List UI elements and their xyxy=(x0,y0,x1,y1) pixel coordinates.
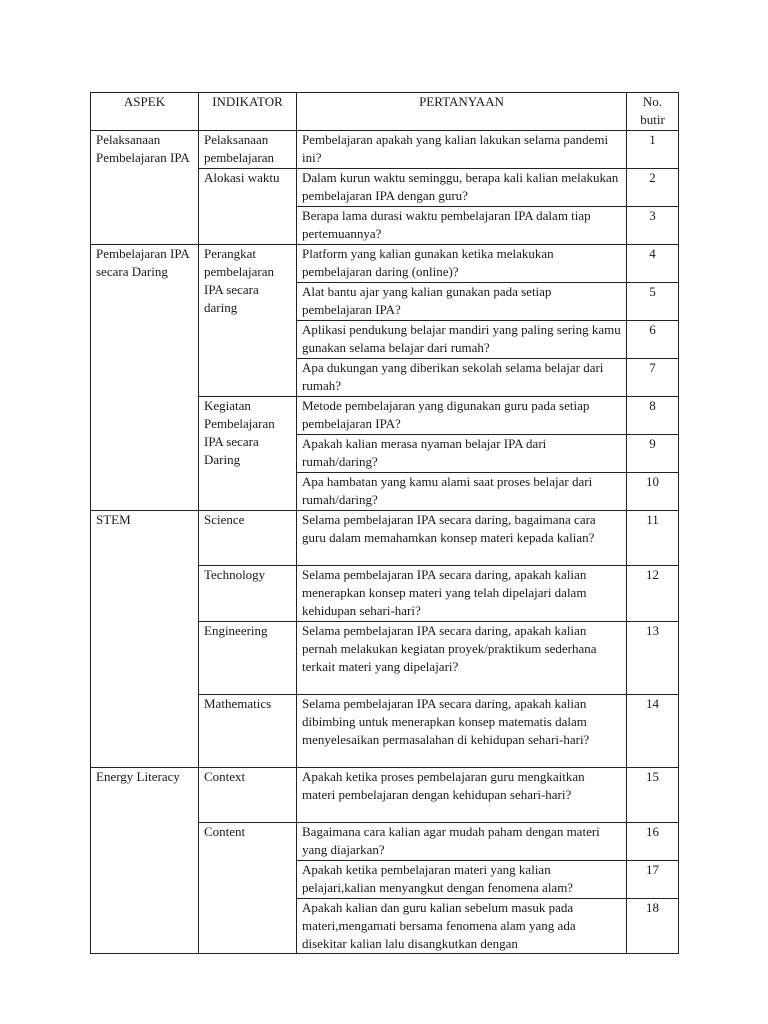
header-pertanyaan: PERTANYAAN xyxy=(297,93,627,131)
table-row xyxy=(91,245,679,283)
pertanyaan-cell: Apakah ketika proses pembelajaran guru mengkaitkan materi pembelajaran dengan kehidupan sehari-hari? xyxy=(297,768,627,823)
no-butir-cell: 2 xyxy=(627,169,679,207)
pertanyaan-cell: Selama pembelajaran IPA secara daring, apakah kalian dibimbing untuk menerapkan konsep matematis dalam menyelesaikan permasalahan di kehidupan sehari-hari? xyxy=(297,695,627,768)
pertanyaan-cell: Apakah ketika pembelajaran materi yang kalian pelajari,kalian menyangkut dengan fenomena alam? xyxy=(297,861,627,899)
questionnaire-grid-table xyxy=(90,92,679,954)
pertanyaan-cell: Selama pembelajaran IPA secara daring, apakah kalian menerapkan konsep materi yang telah dipelajari dalam kehidupan sehari-hari? xyxy=(297,566,627,622)
table-row xyxy=(91,131,679,169)
no-butir-cell: 9 xyxy=(627,435,679,473)
pertanyaan-cell: Apa dukungan yang diberikan sekolah selama belajar dari rumah? xyxy=(297,359,627,397)
pertanyaan-text: Apakah kalian dan guru kalian sebelum masuk pada materi,mengamati bersama fenomena alam yang ada disekitar kalian lalu disangkutkan dengan xyxy=(302,900,576,951)
no-butir-cell: 5 xyxy=(627,283,679,321)
pertanyaan-cell: Pembelajaran apakah yang kalian lakukan selama pandemi ini? xyxy=(297,131,627,169)
no-butir-cell: 18 xyxy=(627,899,679,954)
table-row xyxy=(91,768,679,823)
no-butir-cell: 12 xyxy=(627,566,679,622)
pertanyaan-cell: Dalam kurun waktu seminggu, berapa kali kalian melakukan pembelajaran IPA dengan guru? xyxy=(297,169,627,207)
header-aspek: ASPEK xyxy=(91,93,199,131)
pertanyaan-cell xyxy=(297,899,627,954)
no-butir-cell: 8 xyxy=(627,397,679,435)
table-header-row xyxy=(91,93,679,131)
no-butir-cell: 16 xyxy=(627,823,679,861)
pertanyaan-cell: Berapa lama durasi waktu pembelajaran IPA dalam tiap pertemuannya? xyxy=(297,207,627,245)
no-butir-cell: 17 xyxy=(627,861,679,899)
aspek-cell: Pelaksanaan Pembelajaran IPA xyxy=(91,131,199,245)
pertanyaan-cell: Selama pembelajaran IPA secara daring, apakah kalian pernah melakukan kegiatan proyek/praktikum sederhana terkait materi yang dipelajari? xyxy=(297,622,627,695)
pertanyaan-cell: Alat bantu ajar yang kalian gunakan pada setiap pembelajaran IPA? xyxy=(297,283,627,321)
no-butir-cell: 13 xyxy=(627,622,679,695)
no-butir-cell: 14 xyxy=(627,695,679,768)
indikator-cell: Science xyxy=(199,511,297,566)
indikator-cell: Kegiatan Pembelajaran IPA secara Daring xyxy=(199,397,297,511)
pertanyaan-cell: Platform yang kalian gunakan ketika melakukan pembelajaran daring (online)? xyxy=(297,245,627,283)
aspek-cell: STEM xyxy=(91,511,199,768)
pertanyaan-cell: Selama pembelajaran IPA secara daring, bagaimana cara guru dalam memahamkan konsep materi kepada kalian? xyxy=(297,511,627,566)
indikator-cell: Alokasi waktu xyxy=(199,169,297,245)
no-butir-cell: 1 xyxy=(627,131,679,169)
pertanyaan-cell: Apa hambatan yang kamu alami saat proses belajar dari rumah/daring? xyxy=(297,473,627,511)
aspek-cell: Energy Literacy xyxy=(91,768,199,954)
no-butir-cell: 6 xyxy=(627,321,679,359)
no-butir-cell: 10 xyxy=(627,473,679,511)
no-butir-cell: 4 xyxy=(627,245,679,283)
indikator-cell: Perangkat pembelajaran IPA secara daring xyxy=(199,245,297,397)
indikator-cell: Engineering xyxy=(199,622,297,695)
aspek-cell: Pembelajaran IPA secara Daring xyxy=(91,245,199,511)
indikator-cell: Mathematics xyxy=(199,695,297,768)
header-no-butir: No. butir xyxy=(627,93,679,131)
indikator-cell: Pelaksanaan pembelajaran xyxy=(199,131,297,169)
header-indikator: INDIKATOR xyxy=(199,93,297,131)
no-butir-cell: 7 xyxy=(627,359,679,397)
no-butir-cell: 3 xyxy=(627,207,679,245)
pertanyaan-cell: Apakah kalian merasa nyaman belajar IPA dari rumah/daring? xyxy=(297,435,627,473)
pertanyaan-cell: Aplikasi pendukung belajar mandiri yang paling sering kamu gunakan selama belajar dari rumah? xyxy=(297,321,627,359)
no-butir-cell: 15 xyxy=(627,768,679,823)
indikator-cell: Content xyxy=(199,823,297,954)
no-butir-cell: 11 xyxy=(627,511,679,566)
indikator-cell: Technology xyxy=(199,566,297,622)
indikator-cell: Context xyxy=(199,768,297,823)
table-row xyxy=(91,511,679,566)
pertanyaan-cell: Bagaimana cara kalian agar mudah paham dengan materi yang diajarkan? xyxy=(297,823,627,861)
pertanyaan-cell: Metode pembelajaran yang digunakan guru pada setiap pembelajaran IPA? xyxy=(297,397,627,435)
